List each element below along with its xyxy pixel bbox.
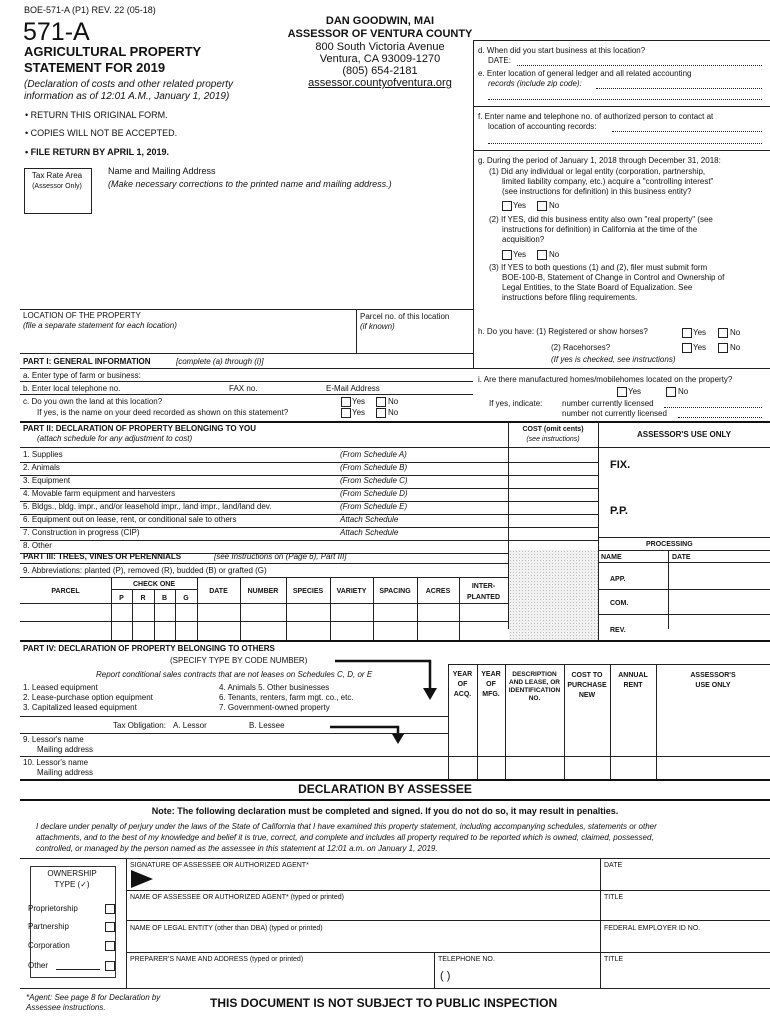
legal-entity-field[interactable] bbox=[130, 934, 596, 950]
part2-item-label: 4. Movable farm equipment and harvesters bbox=[23, 489, 176, 498]
question-g3-line2: BOE-100-B, Statement of Change in Control and Ownership of bbox=[502, 273, 725, 282]
arrow-tax-obligation-icon bbox=[330, 723, 410, 745]
col-desc-2: AND LEASE, OR bbox=[509, 679, 560, 686]
part2-item-label: 7. Construction in progress (CIP) bbox=[23, 528, 140, 537]
ownership-corporation-checkbox[interactable] bbox=[105, 941, 115, 951]
legal-entity-label: NAME OF LEGAL ENTITY (other than DBA) (typed or printed) bbox=[130, 925, 323, 932]
question-g1-line2: limited liability company, etc.) acquire a "controlling interest" bbox=[502, 177, 714, 186]
mailing-address-instruction: (Make necessary corrections to the printed name and mailing address.) bbox=[108, 179, 392, 189]
assessor-website-link[interactable]: assessor.countyofventura.org bbox=[308, 77, 452, 89]
instruction-file-deadline: • FILE RETURN BY APRIL 1, 2019. bbox=[25, 147, 170, 157]
farm-type-label: a. Enter type of farm or business: bbox=[23, 371, 141, 380]
i-yes-label: Yes bbox=[628, 387, 642, 396]
licensed-count-label: number currently licensed bbox=[562, 399, 654, 408]
question-c: c. Do you own the land at this location? bbox=[23, 397, 163, 406]
col-variety: VARIETY bbox=[336, 588, 367, 595]
part2-heading-note: (attach schedule for any adjustment to cost) bbox=[37, 434, 193, 443]
question-g: g. During the period of January 1, 2018 through December 31, 2018: bbox=[478, 156, 721, 165]
form-title-line2: STATEMENT FOR 2019 bbox=[24, 60, 166, 75]
question-h2: (2) Racehorses? bbox=[551, 343, 611, 352]
part1-heading: PART I: GENERAL INFORMATION bbox=[23, 357, 151, 366]
question-e: e. Enter location of general ledger and all related accounting bbox=[478, 69, 692, 78]
question-g1-line3: (see instructions for definition) in this business entity? bbox=[502, 187, 692, 196]
col-rent-2: RENT bbox=[623, 682, 643, 689]
fix-label: FIX. bbox=[610, 459, 631, 471]
col-budded: B bbox=[161, 595, 168, 602]
c1-no-label: No bbox=[388, 397, 399, 406]
form-subtitle-line2: information as of 12:01 A.M., January 1, 2019) bbox=[24, 91, 230, 102]
col-species: SPECIES bbox=[292, 588, 324, 595]
parcel-number-label: Parcel no. of this location bbox=[360, 312, 450, 321]
question-g2-line2: instructions for definition) in California at the time of the bbox=[502, 225, 698, 234]
part4-report-note: Report conditional sales contracts that are not leases on Schedules C, D, or E bbox=[96, 670, 373, 679]
ownership-type-label-1: OWNERSHIP bbox=[47, 869, 97, 878]
declaration-text-2: attachments, and to the best of my knowledge and belief it is true, correct, and complete and includes all property required to be reported which is owned, claimed, possessed, bbox=[36, 833, 654, 842]
tax-rate-area-label: Tax Rate Area bbox=[31, 171, 83, 180]
ownership-partnership-checkbox[interactable] bbox=[105, 922, 115, 932]
parcel-number-note: (if known) bbox=[360, 322, 395, 331]
col-interplanted-1: INTER- bbox=[471, 583, 496, 590]
ledger-location-field[interactable] bbox=[596, 88, 762, 89]
h2-yes-label: Yes bbox=[693, 343, 707, 352]
assessor-address1: 800 South Victoria Avenue bbox=[315, 41, 445, 53]
g2-yes-checkbox[interactable] bbox=[502, 250, 512, 260]
h2-yes-checkbox[interactable] bbox=[682, 343, 692, 353]
signature-date-label: DATE bbox=[604, 862, 623, 869]
col-year-acq-3: ACQ. bbox=[453, 691, 472, 698]
cost-header: COST (omit cents) bbox=[522, 426, 584, 433]
processing-name-col: NAME bbox=[601, 554, 622, 561]
part3-heading: PART III: TREES, VINES OR PERENNIALS bbox=[23, 552, 182, 561]
processing-app: APP. bbox=[610, 576, 626, 583]
pp-label: P.P. bbox=[610, 505, 628, 517]
col-grafted: G bbox=[183, 595, 189, 602]
h2-no-label: No bbox=[730, 343, 741, 352]
question-f-line2: location of accounting records: bbox=[488, 122, 597, 131]
tax-obligation-lessor: A. Lessor bbox=[173, 721, 207, 730]
check-one-header: CHECK ONE bbox=[132, 581, 175, 588]
fax-label: FAX no. bbox=[229, 384, 258, 393]
form-title-line1: AGRICULTURAL PROPERTY bbox=[24, 44, 202, 59]
col-cost-2: PURCHASE bbox=[567, 682, 607, 689]
assessor-title: ASSESSOR OF VENTURA COUNTY bbox=[287, 28, 473, 40]
part2-item-schedule: (From Schedule D) bbox=[340, 489, 408, 498]
col-date: DATE bbox=[209, 588, 228, 595]
part2-item-schedule: (From Schedule B) bbox=[340, 463, 408, 472]
signature-label: SIGNATURE OF ASSESSEE OR AUTHORIZED AGENT* bbox=[130, 862, 309, 869]
part4-heading: PART IV: DECLARATION OF PROPERTY BELONGING TO OTHERS bbox=[23, 644, 275, 653]
question-f: f. Enter name and telephone no. of authorized person to contact at bbox=[478, 112, 714, 121]
c2-yes-label: Yes bbox=[352, 408, 366, 417]
declaration-text-3: controlled, or managed by the person named as the assessee in this statement at 12:01 a.m. on January 1, 2019. bbox=[36, 844, 438, 853]
g2-yes-label: Yes bbox=[513, 250, 527, 259]
agent-footnote-1: *Agent: See page 8 for Declaration by bbox=[26, 993, 161, 1002]
processing-rev: REV. bbox=[610, 627, 626, 634]
form-code: BOE-571-A (P1) REV. 22 (05-18) bbox=[24, 5, 156, 15]
h1-no-checkbox[interactable] bbox=[718, 328, 728, 338]
question-g1-line1: (1) Did any individual or legal entity (corporation, partnership, bbox=[489, 167, 706, 176]
part2-item-schedule: (From Schedule E) bbox=[340, 502, 408, 511]
not-licensed-count-label: number not currently licensed bbox=[562, 409, 667, 418]
col-assessor-1: ASSESSOR'S bbox=[690, 672, 736, 679]
code-2: 2. Lease-purchase option equipment bbox=[23, 693, 153, 702]
code-1: 1. Leased equipment bbox=[23, 683, 98, 692]
col-cost-1: COST TO bbox=[571, 672, 603, 679]
part3-heading-note: [see Instructions on (Page 6), Part III] bbox=[214, 552, 347, 561]
question-i: i. Are there manufactured homes/mobilehomes located on the property? bbox=[478, 375, 733, 384]
preparer-field[interactable] bbox=[130, 965, 430, 985]
telephone-label: TELEPHONE NO. bbox=[438, 956, 495, 963]
question-c-line2: If yes, is the name on your deed recorded as shown on this statement? bbox=[37, 408, 289, 417]
licensed-count-field[interactable] bbox=[664, 407, 762, 408]
h2-no-checkbox[interactable] bbox=[718, 343, 728, 353]
mailing-address-label: Name and Mailing Address bbox=[108, 166, 216, 176]
col-rent-1: ANNUAL bbox=[618, 672, 648, 679]
part2-item-label: 3. Equipment bbox=[23, 476, 71, 485]
part1-heading-note: [complete (a) through (i)] bbox=[176, 357, 264, 366]
col-spacing: SPACING bbox=[379, 588, 411, 595]
question-d-date: DATE: bbox=[488, 56, 511, 65]
ownership-proprietorship-label: Proprietorship bbox=[28, 904, 78, 913]
i-no-checkbox[interactable] bbox=[666, 387, 676, 397]
preparer-title-label: TITLE bbox=[604, 956, 624, 963]
location-note: (file a separate statement for each location) bbox=[23, 321, 177, 330]
part3-shaded-area bbox=[509, 550, 598, 640]
agent-name-field[interactable] bbox=[130, 903, 596, 918]
arrow-to-columns-icon bbox=[335, 658, 445, 708]
question-h: h. Do you have: (1) Registered or show horses? bbox=[478, 327, 648, 336]
not-licensed-count-field[interactable] bbox=[678, 417, 762, 418]
question-g2-line1: (2) If YES, did this business entity also own "real property" (see bbox=[489, 215, 713, 224]
part2-item-schedule: Attach Schedule bbox=[340, 515, 399, 524]
declaration-text-1: I declare under penalty of perjury under the laws of the State of California that I have examined this property statement, including accompanying schedules, statements or other bbox=[36, 822, 657, 831]
declaration-heading: DECLARATION BY ASSESSEE bbox=[298, 782, 472, 796]
part2-item-cost-field[interactable] bbox=[510, 502, 596, 513]
col-removed: R bbox=[140, 595, 146, 602]
preparer-title-field[interactable] bbox=[604, 965, 764, 985]
g1-no-label: No bbox=[549, 201, 560, 210]
part2-item-schedule: (From Schedule A) bbox=[340, 450, 407, 459]
h1-no-label: No bbox=[730, 328, 741, 337]
lessor-10-address: Mailing address bbox=[37, 768, 94, 777]
col-number: NUMBER bbox=[247, 588, 279, 595]
ownership-type-label-2: TYPE (✓) bbox=[54, 880, 90, 889]
part2-item-cost-field[interactable] bbox=[510, 450, 596, 461]
email-label: E-Mail Address bbox=[326, 384, 380, 393]
col-desc-4: NO. bbox=[528, 695, 541, 702]
start-date-field[interactable] bbox=[517, 65, 762, 66]
form-subtitle-line1: (Declaration of costs and other related property bbox=[24, 79, 233, 90]
right-column-divider bbox=[473, 40, 474, 368]
code-3: 3. Capitalized leased equipment bbox=[23, 703, 137, 712]
col-assessor-2: USE ONLY bbox=[695, 682, 731, 689]
part2-item-cost-field[interactable] bbox=[510, 476, 596, 487]
part2-item-schedule: Attach Schedule bbox=[340, 528, 399, 537]
code-7: 7. Government-owned property bbox=[219, 703, 330, 712]
processing-label: PROCESSING bbox=[646, 541, 693, 548]
ownership-corporation-label: Corporation bbox=[28, 941, 70, 950]
col-parcel: PARCEL bbox=[51, 588, 80, 595]
col-interplanted-2: PLANTED bbox=[466, 594, 501, 601]
part4-specify: (SPECIFY TYPE BY CODE NUMBER) bbox=[170, 656, 308, 665]
code-6: 6. Tenants, renters, farm mgt. co., etc. bbox=[219, 693, 354, 702]
cost-header-note: (see instructions) bbox=[526, 436, 580, 443]
part2-item-label: 1. Supplies bbox=[23, 450, 63, 459]
c2-no-checkbox[interactable] bbox=[376, 408, 386, 418]
question-d: d. When did you start business at this location? bbox=[478, 46, 646, 55]
instruction-no-copies: • COPIES WILL NOT BE ACCEPTED. bbox=[25, 128, 178, 138]
processing-date-col: DATE bbox=[672, 554, 691, 561]
question-e-line2: records (include zip code): bbox=[488, 79, 582, 88]
preparer-label: PREPARER'S NAME AND ADDRESS (typed or printed) bbox=[130, 956, 304, 963]
i-no-label: No bbox=[678, 387, 689, 396]
part2-item-label: 2. Animals bbox=[23, 463, 60, 472]
part2-item-cost-field[interactable] bbox=[510, 515, 596, 526]
c1-yes-label: Yes bbox=[352, 397, 366, 406]
lessor-10-name: 10. Lessor's name bbox=[23, 758, 89, 767]
signature-date-field[interactable] bbox=[604, 872, 764, 888]
code-4-5: 4. Animals 5. Other businesses bbox=[219, 683, 330, 692]
contact-person-field[interactable] bbox=[612, 131, 762, 132]
c2-no-label: No bbox=[388, 408, 399, 417]
question-g3-line3: Legal Entities, to the State Board of Equalization. See bbox=[502, 283, 693, 292]
part2-item-label: 6. Equipment out on lease, rent, or conditional sale to others bbox=[23, 515, 237, 524]
agent-title-label: TITLE bbox=[604, 894, 624, 901]
g2-no-label: No bbox=[549, 250, 560, 259]
assessor-name: DAN GOODWIN, MAI bbox=[325, 15, 435, 27]
part2-item-label: 5. Bldgs., bldg. impr., and/or leasehold impr., land impr., land/land dev. bbox=[23, 502, 272, 511]
h1-yes-label: Yes bbox=[693, 328, 707, 337]
question-h-note: (If yes is checked, see instructions) bbox=[551, 355, 676, 364]
col-desc-1: DESCRIPTION bbox=[512, 671, 557, 678]
lessor-9-name: 9. Lessor's name bbox=[23, 735, 84, 744]
footer-notice: THIS DOCUMENT IS NOT SUBJECT TO PUBLIC INSPECTION bbox=[210, 996, 558, 1010]
part2-item-schedule: (From Schedule C) bbox=[340, 476, 408, 485]
question-i-if-yes: If yes, indicate: bbox=[489, 399, 543, 408]
part2-item-cost-field[interactable] bbox=[510, 528, 596, 539]
tax-obligation-label: Tax Obligation: bbox=[113, 721, 166, 730]
ownership-other-checkbox[interactable] bbox=[105, 961, 115, 971]
agent-title-field[interactable] bbox=[604, 903, 764, 918]
g1-yes-checkbox[interactable] bbox=[502, 201, 512, 211]
c1-yes-checkbox[interactable] bbox=[341, 397, 351, 407]
part2-item-label: 8. Other bbox=[23, 541, 52, 550]
col-year-acq-2: OF bbox=[457, 681, 468, 688]
col-year-mfg-1: YEAR bbox=[481, 671, 501, 678]
g1-no-checkbox[interactable] bbox=[537, 201, 547, 211]
i-yes-checkbox[interactable] bbox=[617, 387, 627, 397]
part3-abbreviations: 9. Abbreviations: planted (P), removed (R), budded (B) or grafted (G) bbox=[23, 566, 267, 575]
assessor-address2: Ventura, CA 93009-1270 bbox=[319, 53, 441, 65]
part2-heading: PART II: DECLARATION OF PROPERTY BELONGING TO YOU bbox=[23, 424, 257, 433]
assessor-use-header: ASSESSOR'S USE ONLY bbox=[636, 430, 732, 439]
c1-no-checkbox[interactable] bbox=[376, 397, 386, 407]
fein-field[interactable] bbox=[604, 934, 764, 950]
part2-item-cost-field[interactable] bbox=[510, 463, 596, 474]
col-acres: ACRES bbox=[425, 588, 451, 595]
col-cost-3: NEW bbox=[578, 692, 596, 699]
location-label: LOCATION OF THE PROPERTY bbox=[23, 311, 141, 320]
local-phone-label: b. Enter local telephone no. bbox=[23, 384, 121, 393]
tax-rate-area-note: (Assessor Only) bbox=[32, 183, 82, 190]
tax-obligation-lessee: B. Lessee bbox=[249, 721, 285, 730]
col-planted: P bbox=[119, 595, 124, 602]
instruction-return-original: • RETURN THIS ORIGINAL FORM. bbox=[25, 110, 168, 120]
question-g2-line3: acquisition? bbox=[502, 235, 545, 244]
processing-com: COM. bbox=[610, 600, 629, 607]
question-g3-line1: (3) If YES to both questions (1) and (2), filer must submit form bbox=[489, 263, 708, 272]
ownership-other-field[interactable] bbox=[56, 969, 100, 970]
lessor-9-address: Mailing address bbox=[37, 745, 94, 754]
question-g3-line4: instructions before filing requirements. bbox=[502, 293, 638, 302]
g1-yes-label: Yes bbox=[513, 201, 527, 210]
form-number: 571-A bbox=[23, 18, 90, 46]
part2-item-cost-field[interactable] bbox=[510, 489, 596, 500]
h1-yes-checkbox[interactable] bbox=[682, 328, 692, 338]
col-desc-3: IDENTIFICATION bbox=[508, 687, 561, 694]
agent-footnote-2: Assessee instructions. bbox=[26, 1003, 106, 1012]
ownership-other-label: Other bbox=[28, 961, 49, 970]
declaration-note: Note: The following declaration must be completed and signed. If you do not do so, it may result in penalties. bbox=[151, 806, 619, 816]
g2-no-checkbox[interactable] bbox=[537, 250, 547, 260]
assessor-phone: (805) 654-2181 bbox=[342, 65, 418, 77]
signature-field[interactable] bbox=[160, 872, 596, 888]
fein-label: FEDERAL EMPLOYER ID NO. bbox=[604, 925, 701, 932]
c2-yes-checkbox[interactable] bbox=[341, 408, 351, 418]
sign-here-arrow-icon bbox=[131, 870, 155, 888]
col-year-mfg-2: OF bbox=[486, 681, 496, 688]
telephone-field[interactable]: ( ) bbox=[440, 970, 451, 982]
ownership-proprietorship-checkbox[interactable] bbox=[105, 904, 115, 914]
agent-name-label: NAME OF ASSESSEE OR AUTHORIZED AGENT* (typed or printed) bbox=[130, 894, 344, 901]
col-year-mfg-3: MFG. bbox=[482, 691, 500, 698]
col-year-acq-1: YEAR bbox=[452, 671, 473, 678]
ownership-partnership-label: Partnership bbox=[28, 922, 69, 931]
